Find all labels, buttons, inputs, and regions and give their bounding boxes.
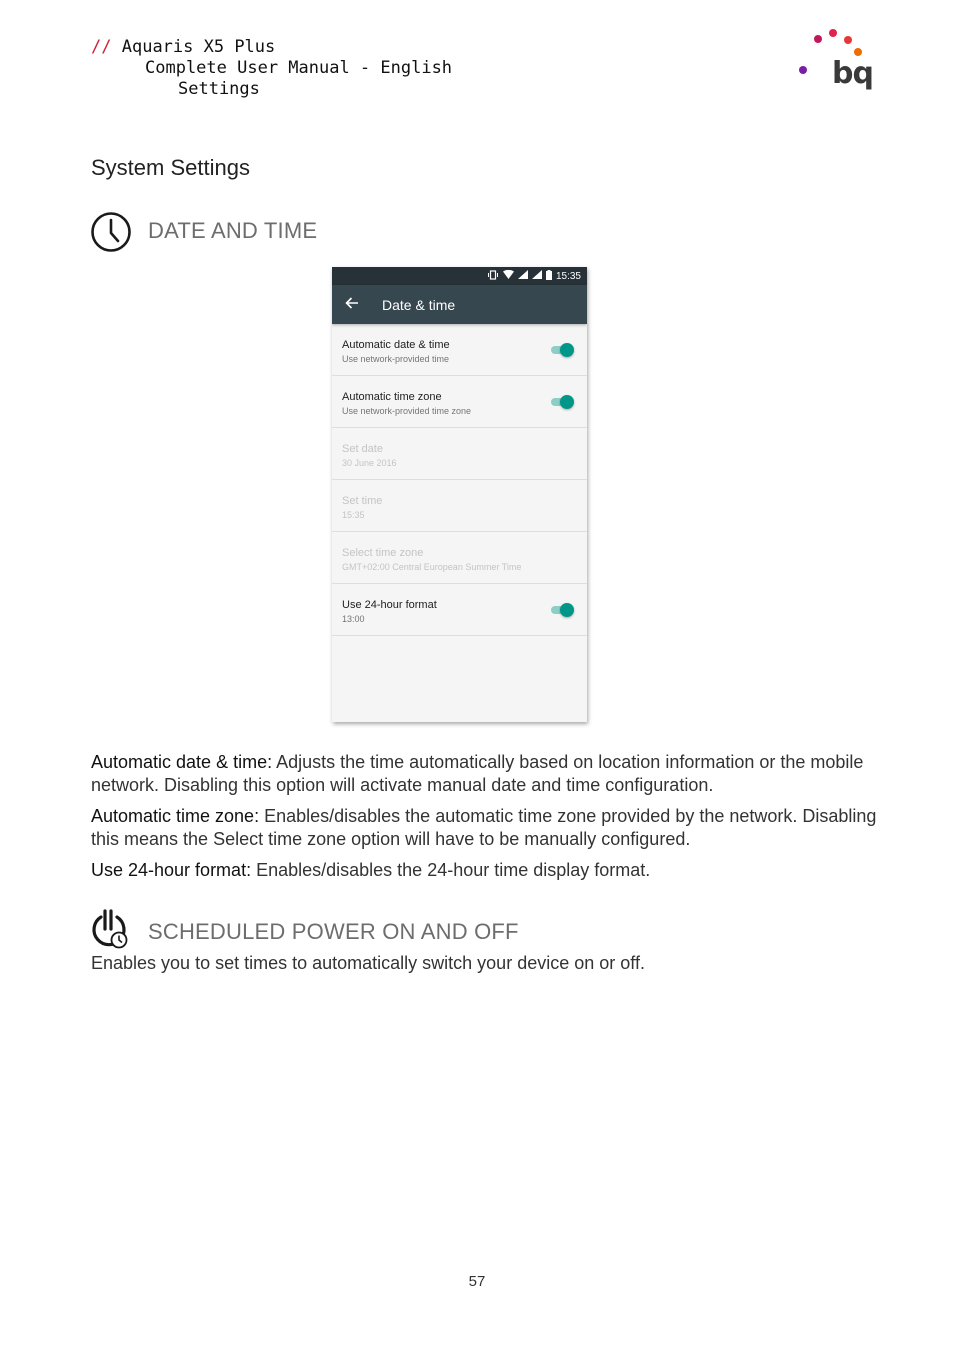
desc-text: Adjusts the time automatically based on location information or the mobile network. Disabling this option will activate manual date and time configuration. <box>91 752 864 795</box>
toggle-switch[interactable] <box>551 603 573 617</box>
settings-row-summary: GMT+02:00 Central European Summer Time <box>342 562 522 572</box>
toggle-switch[interactable] <box>551 395 573 409</box>
settings-row-title: Automatic time zone <box>342 391 442 403</box>
header-slashes: // <box>91 37 112 57</box>
logo-dot <box>829 29 837 37</box>
settings-row-summary: 13:00 <box>342 614 365 624</box>
logo-dot <box>799 66 807 74</box>
settings-row <box>332 480 587 532</box>
settings-row-title: Set time <box>342 495 383 507</box>
desc-24-hour-format <box>91 859 881 882</box>
page-number: 57 <box>468 1273 486 1290</box>
date-time-heading: DATE AND TIME <box>148 218 318 243</box>
logo-dot <box>844 36 852 44</box>
settings-row <box>332 532 587 584</box>
clock-icon <box>90 211 132 253</box>
app-toolbar <box>332 285 587 324</box>
desc-text: Enables/disables the automatic time zone provided by the network. Disabling this means the Select time zone option will have to be manually configured. <box>91 806 877 849</box>
settings-row-summary: Use network-provided time <box>342 354 450 364</box>
settings-row-summary: 30 June 2016 <box>342 458 397 468</box>
desc-label: Automatic time zone: <box>91 806 260 826</box>
logo-dot <box>814 35 822 43</box>
desc-automatic-time-zone <box>91 805 881 851</box>
settings-row-summary: 15:35 <box>342 510 365 520</box>
settings-row-title: Use 24-hour format <box>342 599 437 611</box>
toggle-thumb <box>560 395 574 409</box>
toggle-thumb <box>560 603 574 617</box>
signal-icon <box>532 270 542 282</box>
power-clock-icon <box>90 909 128 951</box>
logo-text: bq <box>832 56 873 91</box>
vibrate-icon <box>487 270 499 283</box>
settings-row <box>332 428 587 480</box>
settings-row-title: Select time zone <box>342 547 424 559</box>
scheduled-power-heading: SCHEDULED POWER ON AND OFF <box>148 919 519 944</box>
settings-row-title: Automatic date & time <box>342 339 450 351</box>
logo-dot <box>854 48 862 56</box>
settings-row[interactable] <box>332 324 587 376</box>
battery-icon <box>546 270 552 283</box>
signal-icon <box>518 270 528 282</box>
document-header <box>91 37 275 58</box>
settings-row[interactable] <box>332 584 587 636</box>
settings-row-summary: Use network-provided time zone <box>342 406 472 416</box>
toggle-switch[interactable] <box>551 343 573 357</box>
desc-label: Automatic date & time: <box>91 752 273 772</box>
settings-row[interactable] <box>332 376 587 428</box>
scheduled-power-description: Enables you to set times to automatically switch your device on or off. <box>91 953 645 973</box>
toggle-thumb <box>560 343 574 357</box>
settings-row-title: Set date <box>342 443 383 455</box>
desc-automatic-date-time <box>91 751 881 797</box>
section-title: System Settings <box>91 155 250 180</box>
desc-text: Enables/disables the 24-hour time display format. <box>251 860 651 880</box>
back-arrow-icon[interactable] <box>332 296 372 313</box>
wifi-icon <box>503 270 514 282</box>
screen-title: Date & time <box>382 296 456 313</box>
phone-screenshot <box>332 267 587 722</box>
status-bar <box>332 267 587 285</box>
header-manual-title: Complete User Manual - English <box>145 58 453 78</box>
header-product: Aquaris X5 Plus <box>121 37 276 57</box>
settings-list <box>332 324 587 636</box>
status-time: 15:35 <box>555 270 581 282</box>
desc-label: Use 24-hour format: <box>91 860 252 880</box>
header-chapter: Settings <box>178 79 260 99</box>
